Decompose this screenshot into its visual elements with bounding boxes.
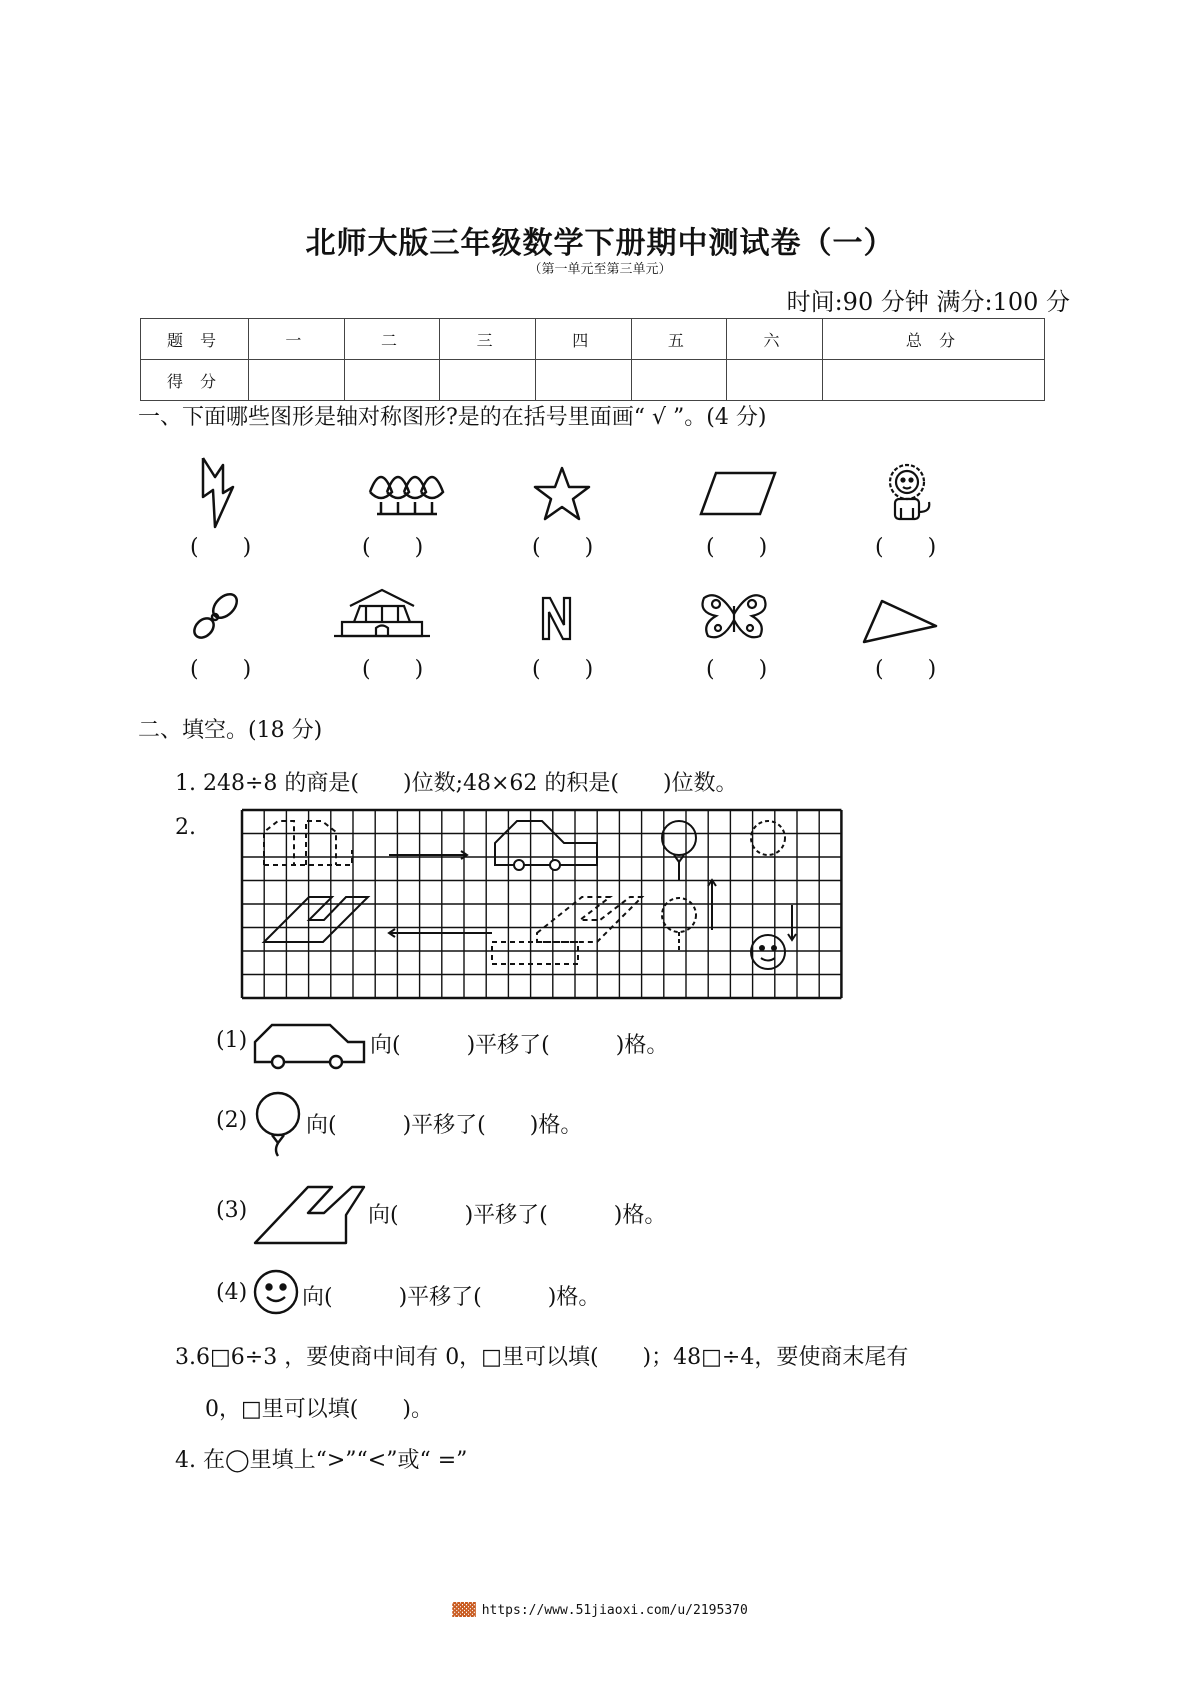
score-cell[interactable] (822, 360, 1044, 401)
time-info: 时间:90 分钟 满分:100 分 (786, 288, 1070, 316)
lion-icon (883, 462, 938, 524)
answer-paren[interactable]: ( ) (532, 535, 594, 560)
question-1: 1. 248÷8 的商是( )位数;48×62 的积是( )位数。 (175, 771, 738, 796)
answer-paren[interactable]: ( ) (190, 535, 252, 560)
score-cell[interactable] (727, 360, 823, 401)
parallelogram-icon (698, 470, 778, 518)
answer-paren[interactable]: ( ) (532, 657, 594, 682)
q2-item-text: 向( )平移了( )格。 (302, 1285, 601, 1310)
section1-heading: 一、下面哪些图形是轴对称图形?是的在括号里面画“ √ ”。(4 分) (138, 405, 767, 430)
answer-paren[interactable]: ( ) (362, 535, 424, 560)
section2-heading: 二、填空。(18 分) (138, 718, 323, 743)
score-table-header-row (141, 319, 1045, 360)
score-header-cell: 四 (535, 319, 631, 360)
score-header-cell: 二 (344, 319, 440, 360)
answer-paren[interactable]: ( ) (362, 657, 424, 682)
answer-paren[interactable]: ( ) (875, 657, 937, 682)
q2-item-text: 向( )平移了( )格。 (306, 1113, 583, 1138)
smiley-face-icon (252, 1268, 300, 1316)
q2-item-text: 向( )平移了( )格。 (370, 1033, 669, 1058)
score-row-label: 得 分 (141, 360, 249, 401)
car-icon (252, 1020, 370, 1072)
score-header-cell: 题 号 (141, 319, 249, 360)
score-cell[interactable] (440, 360, 536, 401)
tiananmen-icon (332, 582, 432, 640)
trees-icon (365, 462, 445, 522)
star-icon (532, 465, 592, 523)
q2-item-num: (1) (216, 1028, 248, 1053)
q2-item-text: 向( )平移了( )格。 (368, 1203, 667, 1228)
butterfly-icon (698, 588, 770, 644)
score-cell[interactable] (631, 360, 727, 401)
question-4: 4. 在◯里填上“>”“<”或“ =” (175, 1448, 468, 1473)
footer-url[interactable]: https://www.51jiaoxi.com/u/2195370 (481, 1603, 748, 1618)
score-table (140, 318, 1045, 401)
propeller-icon (190, 590, 245, 645)
footer (0, 1603, 1200, 1618)
balloon-icon (252, 1090, 304, 1158)
parallelogram-shape-icon (252, 1175, 368, 1247)
q2-item-num: (3) (216, 1198, 248, 1223)
page-subtitle: （第一单元至第三单元） (528, 262, 672, 277)
score-header-cell: 总 分 (822, 319, 1044, 360)
score-header-cell: 一 (249, 319, 345, 360)
question-2-label: 2. (175, 815, 196, 840)
watermark-logo: ▓▓▓ (452, 1603, 476, 1618)
score-cell[interactable] (535, 360, 631, 401)
score-cell[interactable] (344, 360, 440, 401)
score-header-cell: 五 (631, 319, 727, 360)
answer-paren[interactable]: ( ) (706, 535, 768, 560)
translation-grid (242, 810, 844, 1002)
q2-item-num: (2) (216, 1108, 248, 1133)
answer-paren[interactable]: ( ) (190, 657, 252, 682)
score-header-cell: 三 (440, 319, 536, 360)
score-table-score-row (141, 360, 1045, 401)
triangle-icon (860, 598, 940, 646)
q2-item-num: (4) (216, 1280, 248, 1305)
score-header-cell: 六 (727, 319, 823, 360)
score-cell[interactable] (249, 360, 345, 401)
page-title: 北师大版三年级数学下册期中测试卷（一） (305, 226, 895, 261)
question-3-line1: 3.6□6÷3 ，要使商中间有 0，□里可以填( )；48□÷4，要使商末尾有 (175, 1345, 909, 1370)
answer-paren[interactable]: ( ) (875, 535, 937, 560)
question-3-line2: 0，□里可以填( )。 (205, 1397, 433, 1422)
letter-n-icon (540, 595, 574, 643)
answer-paren[interactable]: ( ) (706, 657, 768, 682)
lightning-icon (195, 455, 240, 530)
